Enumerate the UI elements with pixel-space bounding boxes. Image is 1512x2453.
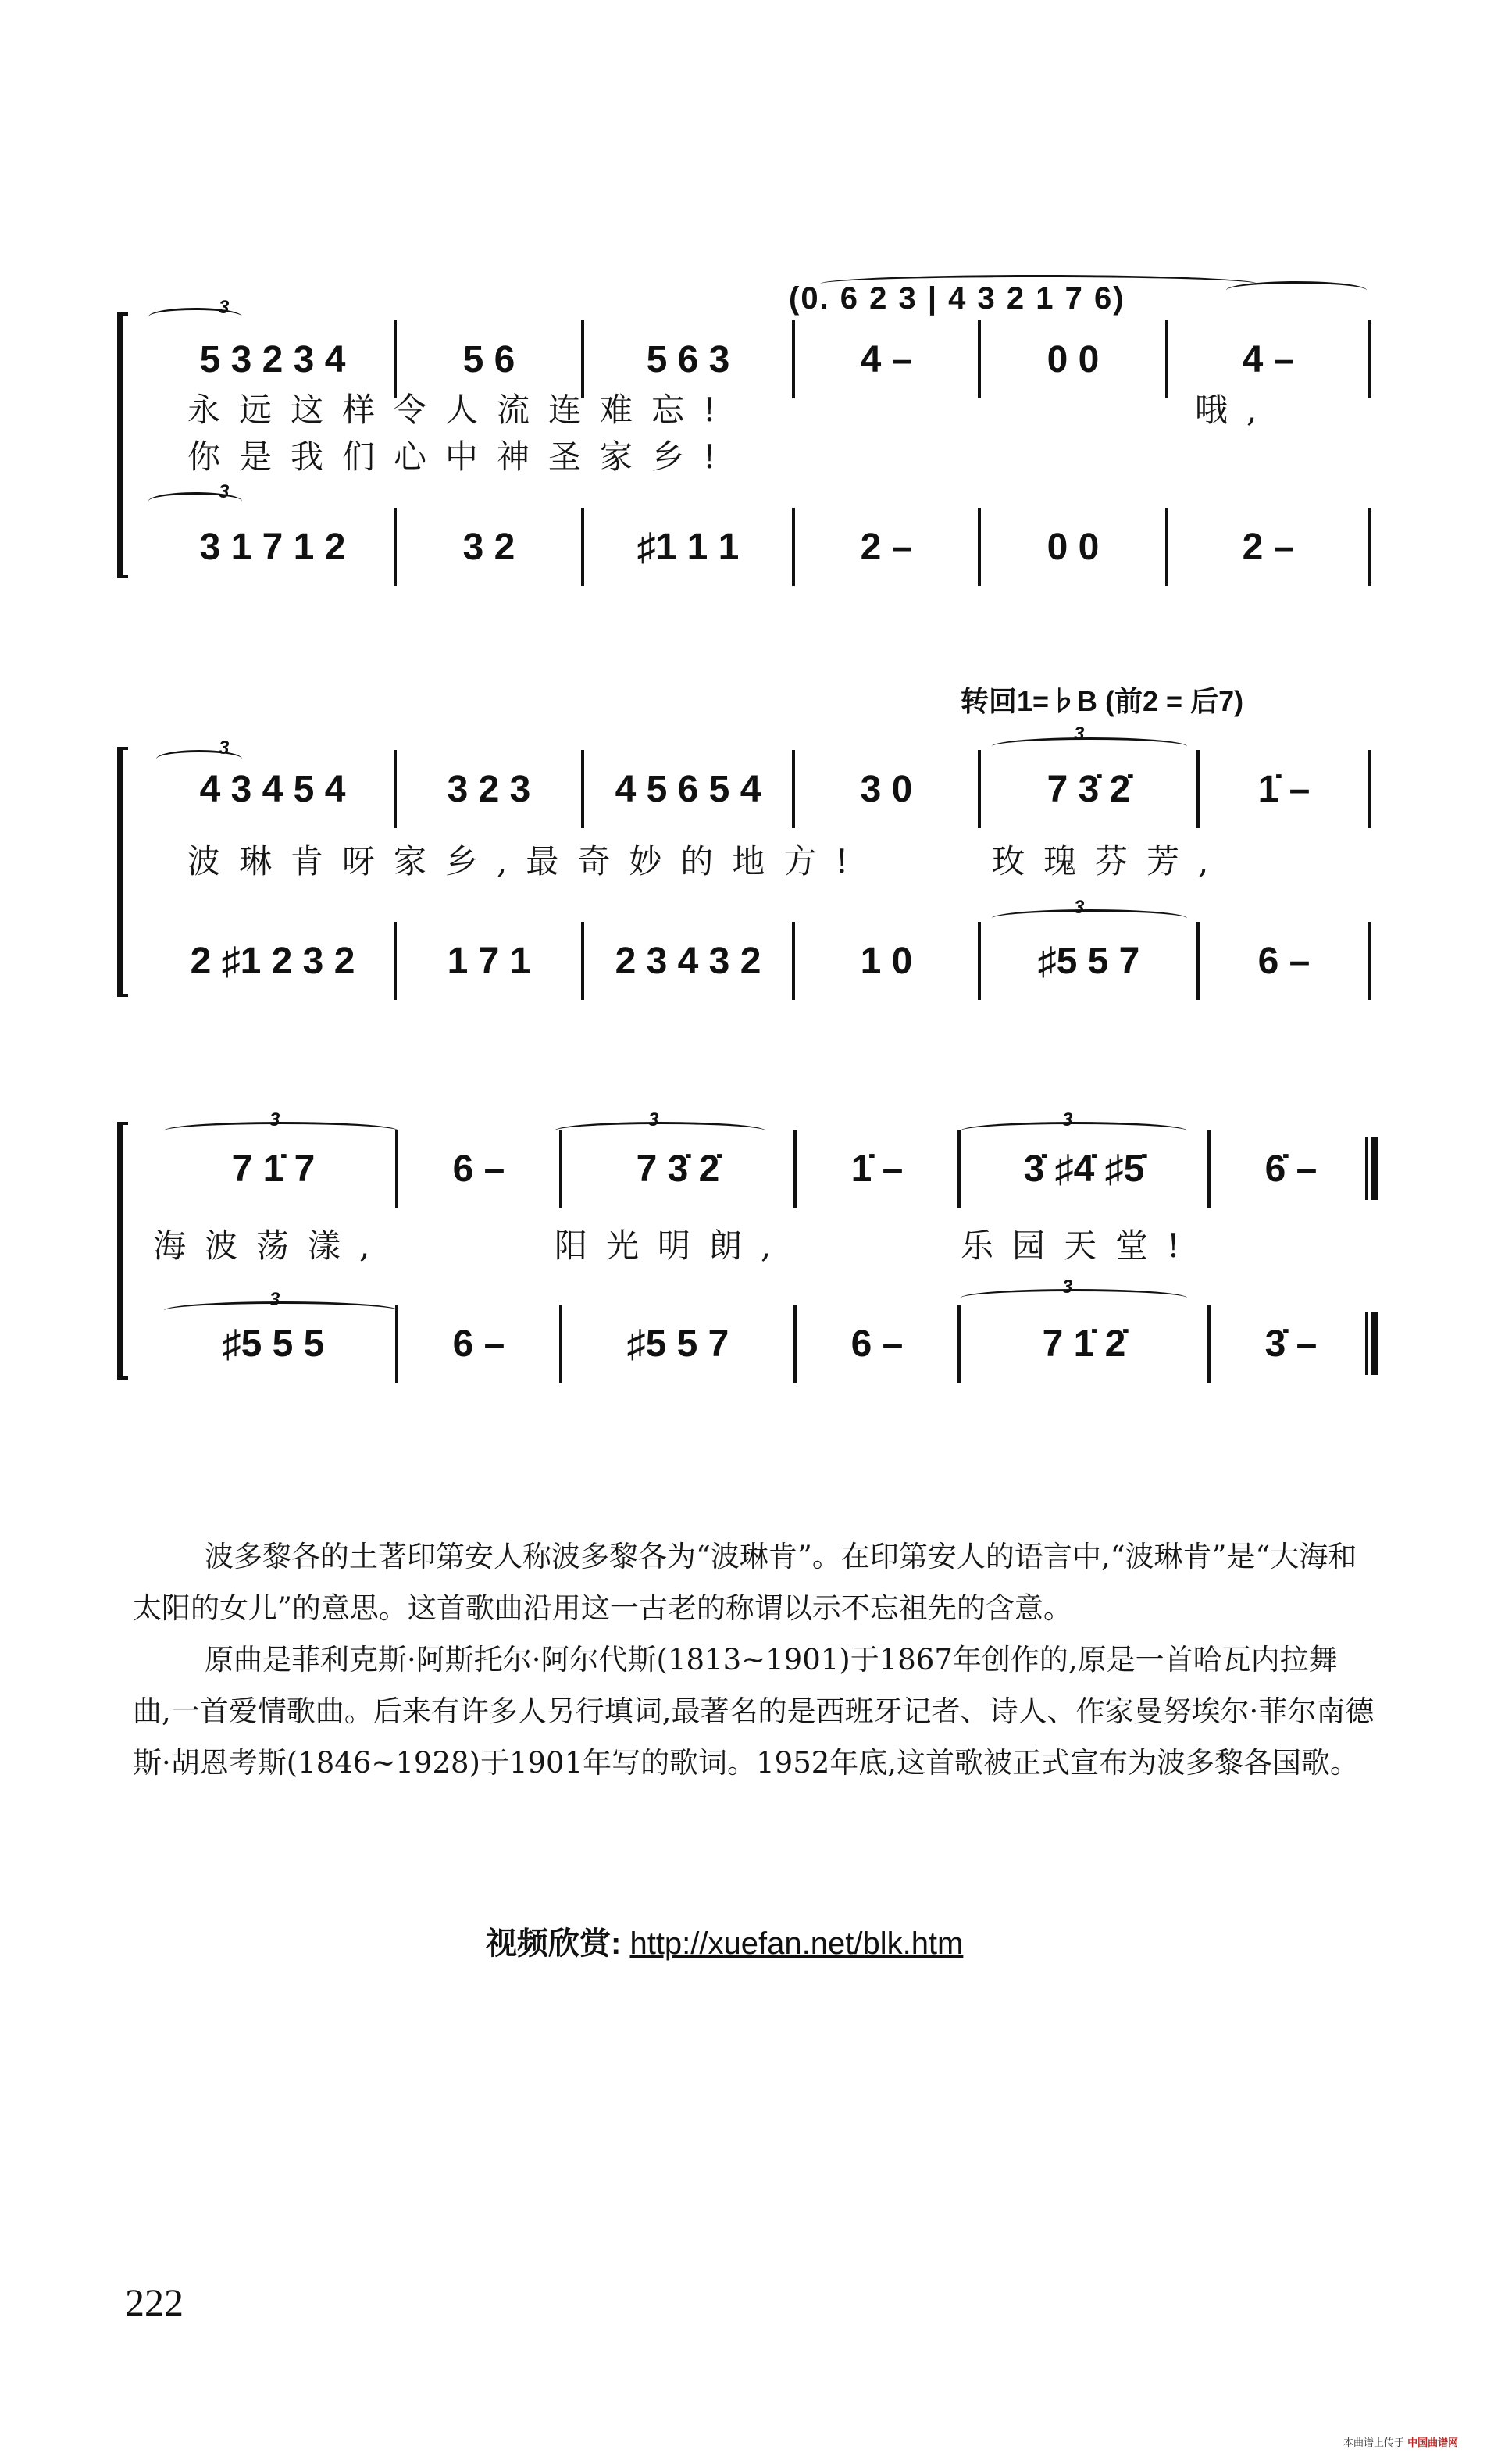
measure: 2 – — [1168, 508, 1371, 586]
measure: 1 0 — [795, 922, 981, 1000]
system-bracket — [117, 747, 128, 997]
paragraph: 波多黎各的土著印第安人称波多黎各为“波琳肯”。在印第安人的语言中,“波琳肯”是“大海和太阳的女儿”的意思。这首歌曲沿用这一古老的称谓以示不忘祖先的含意。 — [133, 1540, 1357, 1625]
footer-brand: 中国曲谱网 — [1407, 2437, 1459, 2449]
footer-watermark — [1343, 2434, 1458, 2449]
final-barline — [1365, 1137, 1378, 1200]
lyric-line-2: 玫瑰芬芳, — [992, 842, 1228, 880]
intro-phrase: (0. 6 2 3 | 4 3 2 1 7 6) — [789, 281, 1125, 316]
measure: 7 1̇ 7 — [152, 1130, 398, 1208]
slur — [820, 275, 1257, 293]
triplet-mark: 3 — [1074, 723, 1085, 744]
triplet-mark: 3 — [1062, 1109, 1073, 1130]
lower-voice — [152, 508, 1371, 586]
lyric-line-2: 你是我们心中神圣家乡! — [187, 437, 735, 476]
measure: 2 – — [795, 508, 981, 586]
lyric-line-2: 阳光明朗, — [555, 1226, 790, 1265]
triplet-mark: 3 — [219, 297, 230, 318]
lyric-extra: 哦, — [1195, 391, 1276, 429]
score-system-2 — [117, 672, 1371, 1000]
triplet-mark: 3 — [1074, 897, 1085, 918]
final-barline — [1365, 1312, 1378, 1375]
paragraph: 原曲是菲利克斯·阿斯托尔·阿尔代斯(1813~1901)于1867年创作的,原是一首哈瓦内拉舞曲,一首爱情歌曲。后来有许多人另行填词,最著名的是西班牙记者、诗人、作家曼努埃尔·菲尔南德斯·胡恩考斯(1846~1928)于1901年写的歌词。1952年底,这首歌被正式宣布为波多黎各国歌。 — [133, 1643, 1375, 1780]
measure: 1̇ – — [1200, 750, 1371, 828]
video-link[interactable]: http://xuefan.net/blk.htm — [629, 1926, 964, 1961]
note-group: 3̇ – — [1264, 1323, 1318, 1365]
measure: 6 – — [398, 1305, 562, 1383]
upper-voice — [152, 750, 1371, 828]
measure: 1 7 1 — [397, 922, 584, 1000]
measure — [1211, 1130, 1371, 1208]
measure: 6 – — [797, 1305, 961, 1383]
measure: 7 1̇ 2̇ — [961, 1305, 1211, 1383]
lower-voice — [152, 1305, 1371, 1383]
lyric-line-3: 乐园天堂! — [961, 1226, 1199, 1265]
measure: 3 1 7 1 2 — [152, 508, 397, 586]
measure: 3̇ ♯4̇ ♯5̇ — [961, 1130, 1211, 1208]
lyric-line-1: 永远这样令人流连难忘! — [187, 391, 735, 429]
video-reference — [486, 1919, 963, 1963]
video-label: 视频欣赏: — [486, 1926, 622, 1961]
upper-voice — [152, 1130, 1371, 1208]
measure: 6 – — [398, 1130, 562, 1208]
triplet-mark: 3 — [269, 1109, 280, 1130]
measure: 7 3̇ 2̇ — [981, 750, 1200, 828]
measure: 4 – — [795, 320, 981, 398]
score-system-3 — [117, 1078, 1371, 1391]
triplet-mark: 3 — [219, 737, 230, 759]
lyric-line-1: 波琳肯呀家乡,最奇妙的地方! — [187, 842, 868, 880]
tie — [1226, 281, 1367, 299]
score-system-1 — [117, 281, 1371, 594]
measure: 3 2 — [397, 508, 584, 586]
measure — [1211, 1305, 1371, 1383]
measure: 6 – — [1200, 922, 1371, 1000]
system-bracket — [117, 312, 128, 578]
triplet-mark: 3 — [269, 1289, 280, 1310]
measure: 5 3 2 3 4 — [152, 320, 397, 398]
measure: 5 6 3 — [584, 320, 795, 398]
measure: 4 5 6 5 4 — [584, 750, 795, 828]
measure: 3 2 3 — [397, 750, 584, 828]
measure: ♯5 5 7 — [981, 922, 1200, 1000]
measure: 3 0 — [795, 750, 981, 828]
measure: 2 ♯1 2 3 2 — [152, 922, 397, 1000]
lyric-line-1: 海波荡漾, — [153, 1226, 389, 1265]
measure: ♯1 1 1 — [584, 508, 795, 586]
page-number: 222 — [125, 2280, 184, 2324]
measure: 2 3 4 3 2 — [584, 922, 795, 1000]
description — [133, 1531, 1375, 1789]
footer-text: 本曲谱上传于 — [1343, 2437, 1405, 2449]
measure: 4 3 4 5 4 — [152, 750, 397, 828]
measure: 7 3̇ 2̇ — [562, 1130, 797, 1208]
measure: ♯5 5 7 — [562, 1305, 797, 1383]
note-group: 6̇ – — [1264, 1148, 1318, 1190]
measure: 0 0 — [981, 320, 1168, 398]
triplet-mark: 3 — [1062, 1276, 1073, 1298]
measure: 0 0 — [981, 508, 1168, 586]
triplet-mark: 3 — [219, 481, 230, 502]
key-change-marking: 转回1=♭B (前2 = 后7) — [961, 685, 1244, 717]
measure: 1̇ – — [797, 1130, 961, 1208]
measure: 4 – — [1168, 320, 1371, 398]
measure: ♯5 5 5 — [152, 1305, 398, 1383]
lower-voice — [152, 922, 1371, 1000]
triplet-mark: 3 — [648, 1109, 659, 1130]
measure: 5 6 — [397, 320, 584, 398]
system-bracket — [117, 1122, 128, 1380]
